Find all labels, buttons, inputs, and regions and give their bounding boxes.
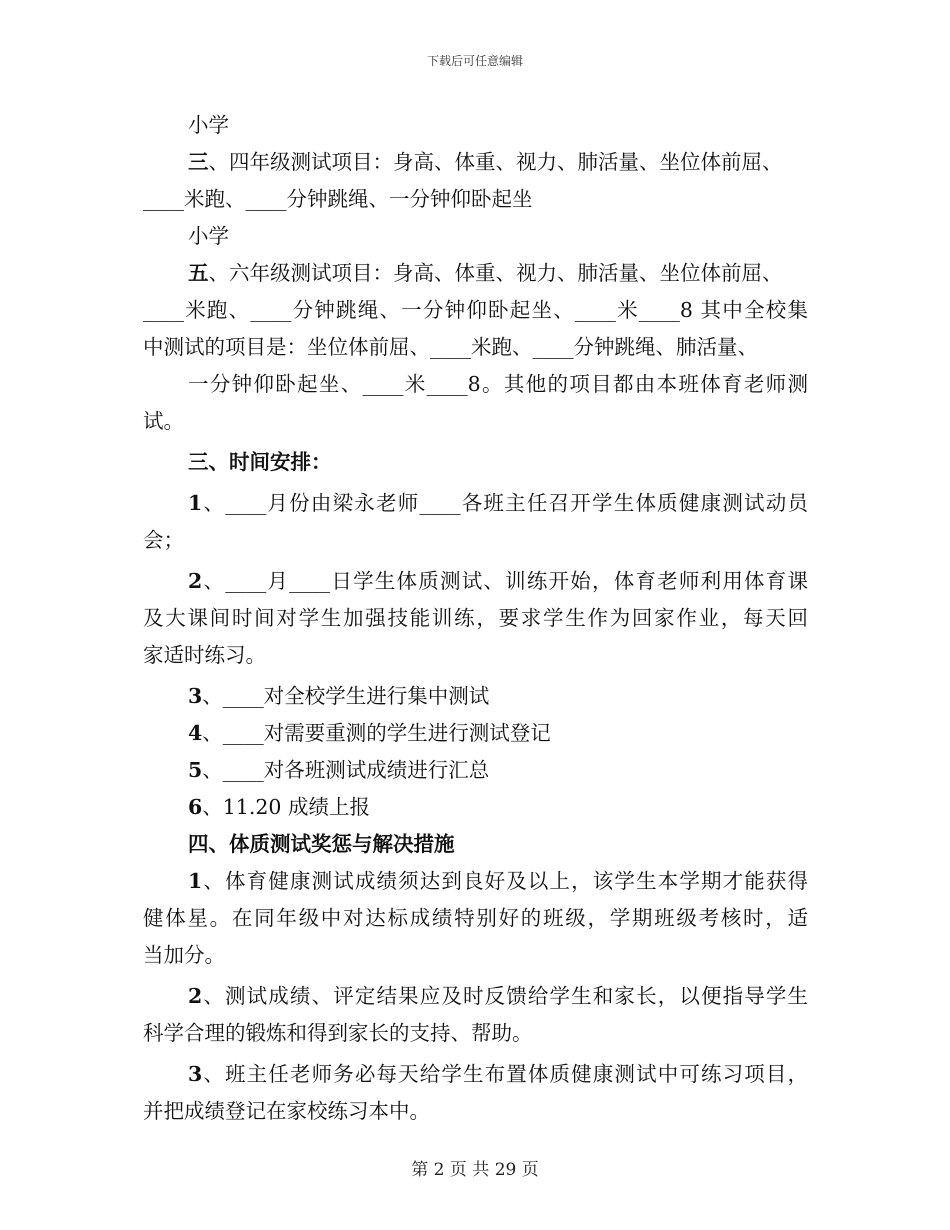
section-heading: 三、时间安排： bbox=[188, 450, 332, 474]
document-body bbox=[143, 107, 808, 1130]
section-heading: 四、体质测试奖惩与解决措施 bbox=[188, 832, 455, 856]
text-line bbox=[143, 563, 808, 600]
text-line: 试。 bbox=[143, 409, 184, 433]
text-span: 、体育健康测试成绩须达到良好及以上，该学生本学期才能获得 bbox=[202, 869, 808, 893]
text-line bbox=[143, 678, 808, 715]
list-number: 4 bbox=[188, 721, 203, 745]
list-number: 3 bbox=[188, 1062, 203, 1086]
text-line bbox=[143, 485, 808, 522]
text-span: 、班主任老师务必每天给学生布置体质健康测试中可练习项目， bbox=[202, 1062, 808, 1086]
list-number: 五 bbox=[188, 261, 209, 285]
text-line: 家适时练习。 bbox=[143, 643, 266, 667]
list-number: 6 bbox=[188, 795, 203, 819]
text-span: 、11.20 成绩上报 bbox=[202, 795, 370, 819]
list-number: 2 bbox=[188, 984, 203, 1008]
text-line bbox=[143, 978, 808, 1015]
text-line: ____米跑、____分钟跳绳、一分钟仰卧起坐 bbox=[143, 187, 533, 211]
text-span: 、____月____日学生体质测试、训练开始，体育老师利用体育课 bbox=[202, 569, 808, 593]
text-line: 当加分。 bbox=[143, 943, 225, 967]
text-line bbox=[143, 715, 808, 752]
text-span: 、____对需要重测的学生进行测试登记 bbox=[202, 721, 551, 745]
list-number: 5 bbox=[188, 758, 203, 782]
list-number: 1 bbox=[188, 491, 203, 515]
text-span: 、____月份由梁永老师____各班主任召开学生体质健康测试动员 bbox=[202, 491, 808, 515]
text-line: 健体星。在同年级中对达标成绩特别好的班级，学期班级考核时，适 bbox=[143, 906, 808, 930]
text-line: 并把成绩登记在家校练习本中。 bbox=[143, 1099, 430, 1123]
text-span: 、____对全校学生进行集中测试 bbox=[202, 684, 490, 708]
text-line bbox=[143, 752, 808, 789]
list-number: 1 bbox=[188, 869, 203, 893]
text-line: 一分钟仰卧起坐、____米____8。其他的项目都由本班体育老师测 bbox=[188, 372, 808, 396]
page-footer: 第 2 页 共 29 页 bbox=[411, 1160, 539, 1180]
text-line bbox=[143, 255, 808, 292]
text-line: ____米跑、____分钟跳绳、一分钟仰卧起坐、____米____8 其中全校集 bbox=[143, 298, 808, 322]
text-span: 、四年级测试项目：身高、体重、视力、肺活量、坐位体前屈、 bbox=[208, 150, 783, 174]
text-line bbox=[143, 1056, 808, 1093]
text-line bbox=[143, 789, 808, 826]
list-number: 3 bbox=[188, 684, 203, 708]
text-line bbox=[143, 144, 808, 181]
list-number: 三 bbox=[188, 150, 209, 174]
list-number: 2 bbox=[188, 569, 203, 593]
text-line: 会； bbox=[143, 528, 184, 552]
text-line: 中测试的项目是：坐位体前屈、____米跑、____分钟跳绳、肺活量、 bbox=[143, 335, 758, 359]
text-span: 、测试成绩、评定结果应及时反馈给学生和家长，以便指导学生 bbox=[202, 984, 808, 1008]
text-line bbox=[143, 863, 808, 900]
text-span: 、____对各班测试成绩进行汇总 bbox=[202, 758, 490, 782]
text-line: 及大课间时间对学生加强技能训练，要求学生作为回家作业，每天回 bbox=[143, 606, 808, 630]
text-line: 小学 bbox=[188, 113, 229, 137]
text-line: 小学 bbox=[188, 224, 229, 248]
text-line: 科学合理的锻炼和得到家长的支持、帮助。 bbox=[143, 1021, 533, 1045]
text-span: 、六年级测试项目：身高、体重、视力、肺活量、坐位体前屈、 bbox=[208, 261, 783, 285]
page-header: 下载后可任意编辑 bbox=[426, 54, 523, 68]
